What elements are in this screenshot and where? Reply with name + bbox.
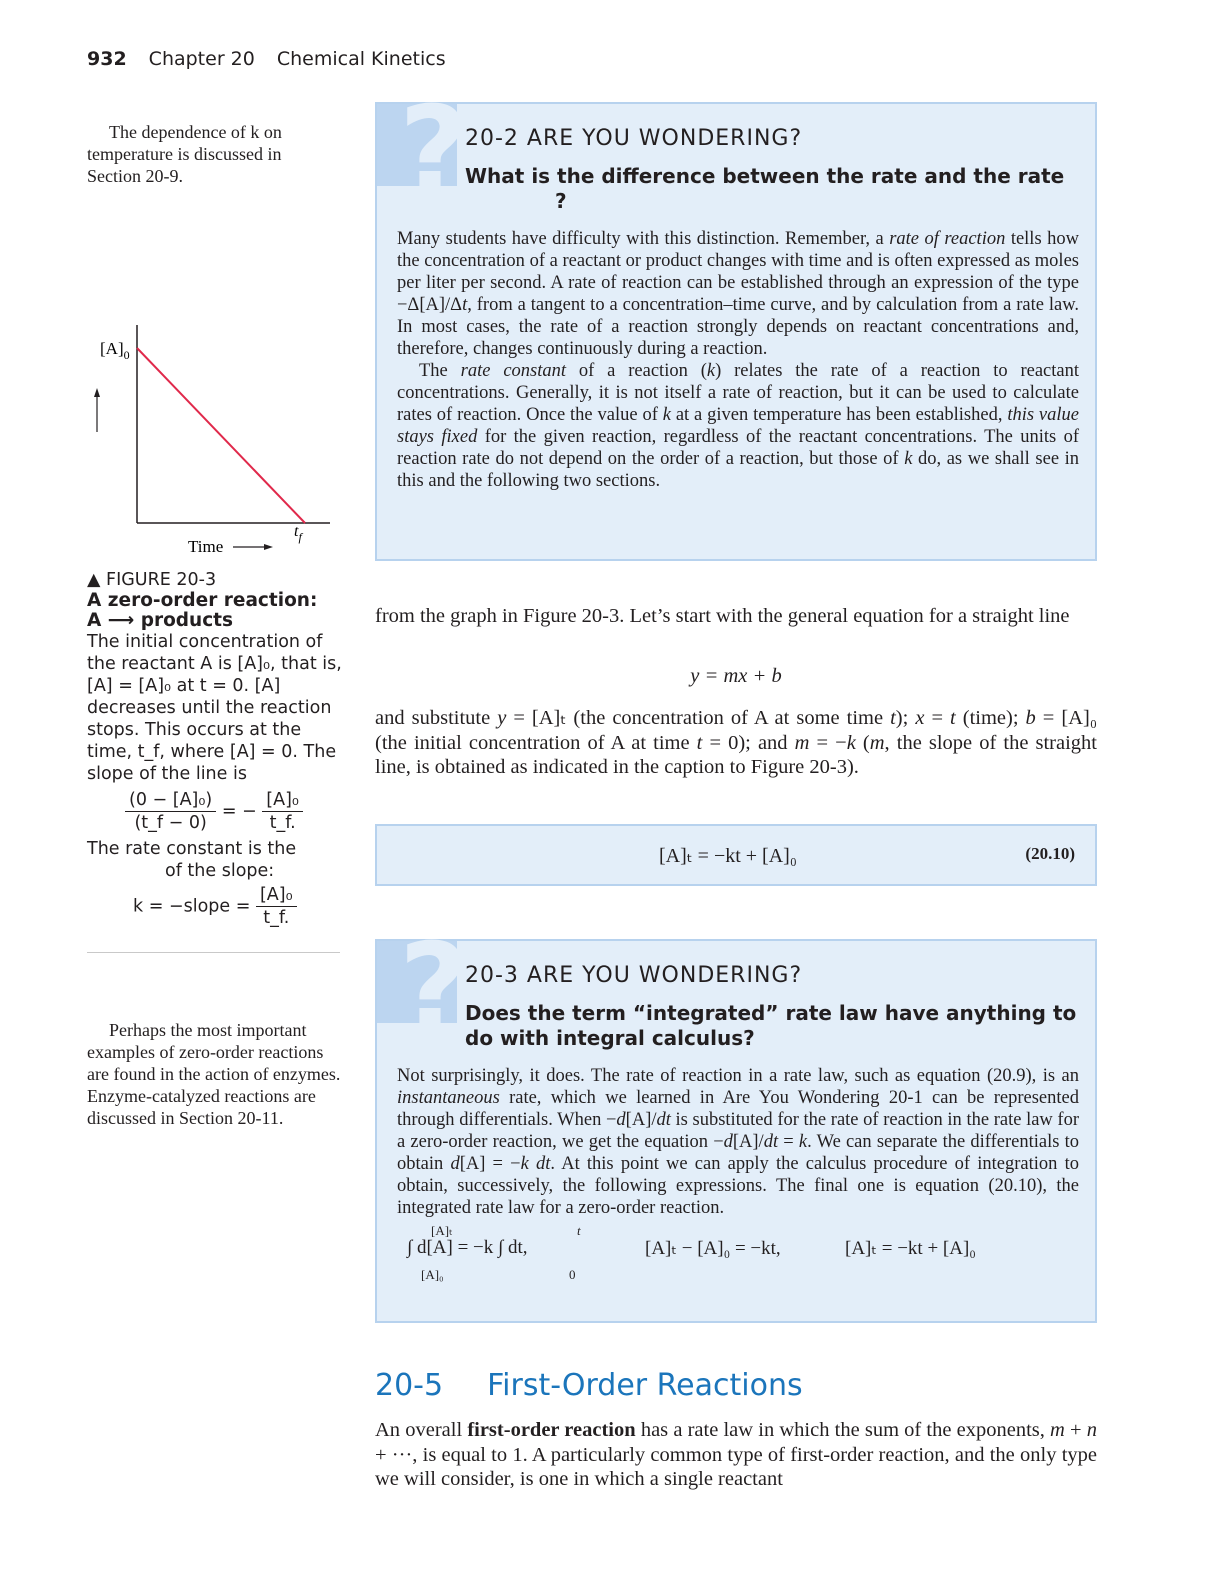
x-axis-label: Time <box>188 537 224 556</box>
text-run: (time); <box>955 707 1026 729</box>
text-run: t <box>950 707 956 729</box>
equation-number: (20.10) <box>1025 844 1075 863</box>
text-run: + <box>1064 1419 1087 1441</box>
text-run: [A]/ <box>625 1110 657 1130</box>
text-run: k <box>706 361 716 381</box>
text-run: do, as we shall see in this and the following two sections. <box>397 449 1080 491</box>
concentration-line <box>137 348 305 523</box>
text-run: = 0); and <box>702 731 795 754</box>
rate-constant-equation: k = −slope = $\frac{\text{[A]₀}}{t\_f.}$ <box>87 884 342 929</box>
question-mark-icon: ? <box>377 941 457 1023</box>
zero-order-graph <box>85 320 345 560</box>
text-run: b <box>1025 707 1036 729</box>
text-run: . We can separate the differentials to obtain <box>397 1132 1079 1174</box>
text-run: rate, which we learned in Are You Wondering 20-1 can be represented through differentials. When − <box>397 1088 1079 1130</box>
text-run: m <box>794 731 810 754</box>
text-run: of a reaction ( <box>566 361 707 381</box>
text-run: rate constant <box>460 361 567 381</box>
figure-label: ▲ FIGURE 20-3 <box>87 570 217 590</box>
text-run: has a rate law in which the sum of the exponents, <box>635 1419 1051 1441</box>
text-run: ) relates the rate of a reaction to reactant concentrations. Generally, it is not itself a rate of reaction, but it can be used to calculate rates of reaction. Once the value of <box>397 361 1079 425</box>
text-run: , the slope of the straight line, is obtained as indicated in the caption to Figure 20-3). <box>375 731 1097 778</box>
text-run: = <box>924 707 951 729</box>
difference-expression: [A]ₜ − [A]₀ = −kt, <box>645 1238 781 1259</box>
text-run: m <box>1050 1419 1065 1441</box>
chapter-title: Chemical Kinetics <box>276 48 446 70</box>
text-run: k <box>798 1132 808 1152</box>
text-run: first-order reaction <box>467 1419 636 1441</box>
text-run: Not surprisingly, it does. The rate of reaction in a rate law, such as equation (20.9), is an <box>397 1066 1079 1086</box>
text-run: t <box>890 707 896 729</box>
text-run: rate of reaction <box>889 229 1006 249</box>
are-you-wondering-box-20-3 <box>375 919 1097 1323</box>
text-run: dt <box>656 1110 671 1130</box>
are-you-wondering-box-20-2 <box>375 82 1097 561</box>
box-question: What is the difference between the rate and the rate ? <box>465 164 1065 213</box>
text-run: [A] = − <box>459 1154 521 1174</box>
text-run: ); <box>895 707 916 729</box>
text-run: dt <box>763 1132 779 1152</box>
integration-equations: ∫ d[A] = −k ∫ dt, [A]ₜ [A]₀ t 0 [A]ₜ − [A]₀ = −kt, [A]ₜ = −kt + [A]₀ <box>407 1223 976 1282</box>
text-run: instantaneous <box>397 1088 500 1108</box>
text-run: k <box>846 731 856 754</box>
text-run: t <box>462 295 468 315</box>
text-run: k <box>662 405 671 425</box>
slope-equation: $\frac{\text{(0 − [A]₀)}}{(t\_f - 0)}$ = − $\frac{\text{[A]₀}}{t\_f.}$ <box>87 789 342 834</box>
text-run: = [A]₀ (the initial concentration of A at time <box>375 707 1097 754</box>
caption-text-2: The rate constant is the <box>87 839 297 859</box>
text-run: = − <box>809 731 847 754</box>
text-run: . At this point we can apply the calculus procedure of integration to obtain, successively, the following expressions. The final one is equation (20.10), the integrated rate law for a zero-order reaction. <box>397 1154 1079 1218</box>
section-heading: 20-5 First-Order Reactions <box>375 1368 803 1403</box>
figure-title: A zero-order reaction: <box>87 590 318 611</box>
text-run: + ···, is equal to 1. A particularly common type of first-order reaction, and the only type we will consider, is one in which a single reactant <box>375 1443 1097 1490</box>
text-run: The <box>419 361 461 381</box>
text-run: n <box>1086 1419 1098 1441</box>
box-body <box>397 228 1079 492</box>
figure-caption: ▲ FIGURE 20-3 A zero-order reaction: A ⟶ products The initial concentration of the reactant A is [A]₀, that is, [A] = [A]₀ at t = 0. [A] decreases until the reaction stops. This occurs at the time, t_f, where [A] = 0. The slope of the line is $\frac{\text{(0 − [A]₀)}}{(t\_f - 0)}$ = − $\frac{\text{[A]₀}}{t\_f.}$ The rate constant is the of the slope: k = −slope = $\frac{\text{[A]₀}}{t\_f.}$ <box>87 570 342 928</box>
divider <box>87 952 340 953</box>
text-run: [A]/ <box>732 1132 764 1152</box>
running-header <box>87 48 446 70</box>
box-body <box>397 1065 1079 1219</box>
text-run: for the given reaction, regardless of the reactant concentrations. The units of reaction rate do not depend on the order of a reaction, but those of <box>397 427 1079 469</box>
figure-title-reaction: A ⟶ products <box>87 610 234 631</box>
text-run: is substituted for the rate of reaction in the rate law for a zero-order reaction, we get the equation − <box>397 1110 1079 1152</box>
text-run: An overall <box>375 1419 468 1441</box>
text-run: this value stays fixed <box>397 405 1079 447</box>
text-run: t <box>696 731 703 754</box>
box-question: Does the term “integrated” rate law have anything to do with integral calculus? <box>465 1001 1077 1050</box>
line-equation: y = mx + b <box>690 665 782 687</box>
text-run: , from a tangent to a concentration–time curve, and by calculation from a rate law. In most cases, the rate of a reaction strongly depends on reactant concentrations and, therefore, changes continuously during a reaction. <box>397 295 1079 359</box>
margin-note: The dependence of k on temperature is discussed in Section 20-9. <box>87 122 282 186</box>
page-number: 932 <box>87 48 127 70</box>
body-paragraph-2 <box>375 706 1097 780</box>
body-paragraph: from the graph in Figure 20-3. Let’s start with the general equation for a straight line <box>375 605 1070 627</box>
text-run: d <box>723 1132 733 1152</box>
body-paragraph-3 <box>375 1418 1097 1492</box>
question-mark-icon: ? <box>377 104 457 186</box>
text-run: ( <box>855 731 870 754</box>
text-run: tells how the concentration of a reactant or product changes with time and is often expressed as moles per liter per second. A rate of reaction can be established through an expression of the type −Δ[A]/Δ <box>397 229 1079 315</box>
final-expression: [A]ₜ = −kt + [A]₀ <box>845 1238 976 1259</box>
text-run: k <box>904 449 913 469</box>
text-run: d <box>616 1110 626 1130</box>
y-axis-label: $[A]_0$ <box>100 339 130 362</box>
equation-box <box>375 824 1097 886</box>
tf-label: $t_f$ <box>294 523 302 544</box>
text-run: y <box>497 707 507 729</box>
integral-expression: ∫ d[A] = −k ∫ dt, <box>407 1237 528 1258</box>
text-run: d <box>450 1154 460 1174</box>
text-run: at a given temperature has been established, <box>670 405 1008 425</box>
text-run: Many students have difficulty with this distinction. Remember, a <box>397 229 890 249</box>
text-run: and substitute <box>375 707 498 729</box>
integrated-rate-law: [A]ₜ = −kt + [A]₀ <box>659 845 797 867</box>
text-run: = [A]ₜ (the concentration of A at some time <box>506 707 891 729</box>
text-run: k dt <box>520 1154 551 1174</box>
box-title: 20-3 ARE YOU WONDERING? <box>465 963 803 988</box>
chapter-label: Chapter 20 <box>148 48 255 70</box>
margin-note-2: Perhaps the most important examples of zero-order reactions are found in the action of enzymes. Enzyme-catalyzed reactions are discussed in Section 20-11. <box>87 1020 341 1128</box>
text-run: = <box>778 1132 799 1152</box>
box-title: 20-2 ARE YOU WONDERING? <box>465 126 803 151</box>
caption-text: The initial concentration of the reactant A is [A]₀, that is, [A] = [A]₀ at t = 0. [A] decreases until the reaction stops. This occurs at the time, t_f, where [A] = 0. The slope of the line is <box>87 632 342 784</box>
text-run: m <box>869 731 885 754</box>
text-run: x <box>915 707 925 729</box>
